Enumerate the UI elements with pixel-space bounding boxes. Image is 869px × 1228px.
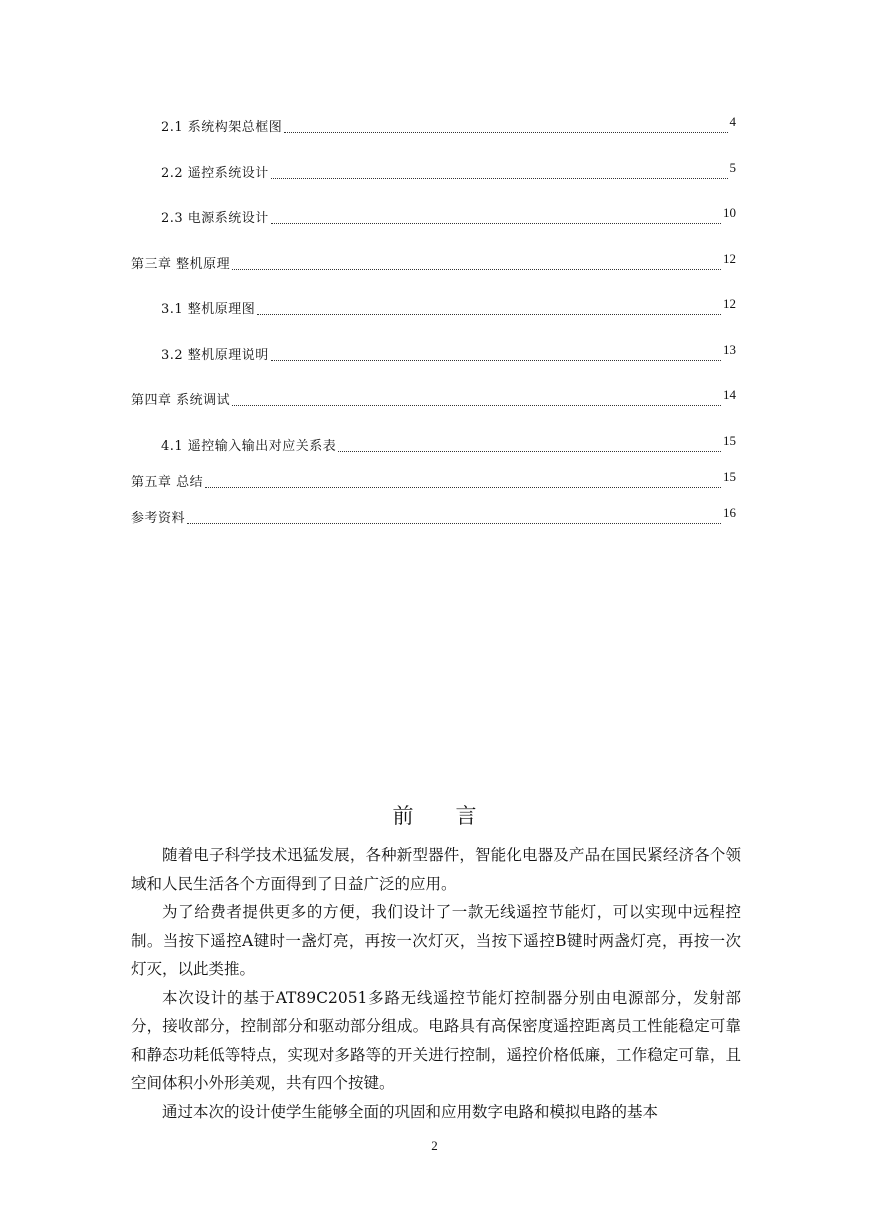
toc-leader-dots	[187, 522, 721, 524]
toc-entry-label: 3.2 整机原理说明	[161, 348, 269, 363]
toc-entry-page: 12	[723, 296, 736, 311]
toc-entry-label: 3.1 整机原理图	[161, 302, 256, 317]
toc-entry[interactable]	[131, 251, 736, 273]
preface-paragraph: 为了给费者提供更多的方便，我们设计了一款无线遥控节能灯，可以实现中远程控制。当按下遥控A键时一盏灯亮，再按一次灯灭，当按下遥控B键时两盏灯亮，再按一次灯灭，以此类推。	[131, 903, 741, 978]
toc-leader-dots	[271, 177, 728, 179]
preface-paragraph: 通过本次的设计使学生能够全面的巩固和应用数字电路和模拟电路的基本	[162, 1102, 659, 1121]
toc-entry[interactable]	[131, 469, 736, 491]
preface-title: 前言	[392, 804, 519, 828]
toc-entry-page: 15	[723, 433, 736, 448]
toc-entry[interactable]	[161, 205, 736, 227]
toc-leader-dots	[232, 404, 721, 406]
toc-leader-dots	[271, 222, 721, 224]
toc-entry-label: 2.2 遥控系统设计	[161, 166, 269, 181]
toc-entry[interactable]	[161, 114, 736, 136]
preface-body	[131, 841, 741, 1126]
toc-leader-dots	[257, 313, 721, 315]
toc-entry-label: 2.3 电源系统设计	[161, 211, 269, 226]
toc-entry-label: 第三章 整机原理	[131, 257, 231, 272]
toc-entry[interactable]	[161, 342, 736, 364]
toc-entry[interactable]	[161, 296, 736, 318]
toc-leader-dots	[271, 359, 721, 361]
toc-leader-dots	[338, 450, 721, 452]
toc-entry-page: 14	[723, 387, 736, 402]
toc-entry-page: 10	[723, 205, 736, 220]
toc-entry-page: 13	[723, 342, 736, 357]
preface-paragraph: 本次设计的基于AT89C2051多路无线遥控节能灯控制器分别由电源部分，发射部分，接收部分，控制部分和驱动部分组成。电路具有高保密度遥控距离员工性能稳定可靠和静态功耗低等特点，实现对多路等的开关进行控制，遥控价格低廉，工作稳定可靠，且空间体积小外形美观，共有四个按键。	[131, 988, 741, 1092]
toc-entry-page: 12	[723, 251, 736, 266]
toc-entry-label: 参考资料	[131, 511, 186, 526]
toc-entry-label: 2.1 系统构架总框图	[161, 120, 283, 135]
toc-entry[interactable]	[131, 505, 736, 527]
toc-leader-dots	[205, 486, 721, 488]
toc-leader-dots	[284, 131, 727, 133]
toc-entry-label: 第五章 总结	[131, 475, 204, 490]
toc-entry-page: 4	[729, 114, 736, 129]
page-number: 2	[431, 1138, 438, 1153]
toc-entry-page: 15	[723, 469, 736, 484]
toc-entry-label: 第四章 系统调试	[131, 393, 231, 408]
toc-entry[interactable]	[131, 387, 736, 409]
toc-entry[interactable]	[161, 160, 736, 182]
toc-entry-page: 16	[723, 505, 736, 520]
toc-entry-page: 5	[729, 160, 736, 175]
toc-leader-dots	[232, 268, 721, 270]
preface-paragraph: 随着电子科学技术迅猛发展，各种新型器件，智能化电器及产品在国民紧经济各个领域和人民生活各个方面得到了日益广泛的应用。	[131, 846, 741, 893]
toc-entry[interactable]	[161, 433, 736, 455]
toc-entry-label: 4.1 遥控输入输出对应关系表	[161, 439, 337, 454]
